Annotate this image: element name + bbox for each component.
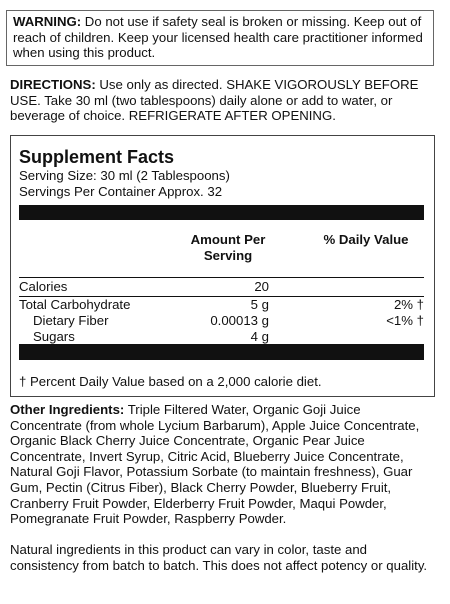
nutrient-dv: <1% † [386, 313, 424, 328]
servings-per-container: Servings Per Container Approx. 32 [19, 183, 223, 199]
other-ingredients-text: Triple Filtered Water, Organic Goji Juice Concentrate (from whole Lycium Barbarum), Apple Juice Concentrate, Organic Black Cherry Juice Concentrate, Organic Pear Juice Concentrate, Invert Syrup, Citric Acid, Blueberry Juice Concentrate, Natural Goji Flavor, Potassium Sorbate (to maintain freshness), Guar Gum, Pectin (Citrus Fiber), Black Cherry Powder, Blueberry Fruit, Cranberry Fruit Powder, Elderberry Fruit Powder, Maqui Powder, Pomegranate Fruit Powder, Raspberry Powder. [10, 402, 420, 527]
nutrient-row-sugars [19, 329, 424, 345]
warning-box [6, 10, 434, 66]
daily-value-header: % Daily Value [323, 232, 409, 247]
daily-value-footnote: † Percent Daily Value based on a 2,000 calorie diet. [19, 374, 322, 389]
directions-paragraph [10, 77, 430, 124]
supplement-facts-panel [10, 135, 435, 397]
nutrient-amount: 20 [254, 279, 269, 294]
nutrient-amount: 4 g [250, 329, 269, 344]
warning-text: Do not use if safety seal is broken or missing. Keep out of reach of children. Keep your licensed health care practitioner informed when using this product. [13, 14, 423, 61]
thick-divider-bar [19, 205, 424, 220]
nutrient-name: Sugars [33, 329, 75, 344]
nutrient-name: Dietary Fiber [33, 313, 109, 328]
nutrient-amount: 0.00013 g [210, 313, 269, 328]
natural-ingredients-note: Natural ingredients in this product can vary in color, taste and consistency from batch to batch. This does not affect potency or quality. [10, 542, 428, 573]
amount-per-serving-header: Amount Per Serving [190, 232, 266, 263]
nutrient-amount: 5 g [250, 297, 269, 312]
facts-title: Supplement Facts [19, 147, 175, 167]
nutrient-name: Calories [19, 279, 68, 294]
serving-info [19, 168, 419, 199]
warning-label: WARNING: [13, 14, 82, 29]
bottom-divider-bar [19, 344, 424, 360]
nutrient-row-dietary-fiber [19, 313, 424, 329]
nutrient-row-calories [19, 279, 424, 295]
nutrient-dv: 2% † [393, 297, 424, 312]
other-ingredients [10, 402, 435, 527]
header-divider [19, 277, 424, 278]
nutrient-name: Total Carbohydrate [19, 297, 131, 312]
directions-text: Use only as directed. SHAKE VIGOROUSLY BEFORE USE. Take 30 ml (two tablespoons) daily alone or add to water, or beverage of choice. REFRIGERATE AFTER OPENING. [10, 77, 419, 124]
directions-label: DIRECTIONS: [10, 77, 96, 92]
other-ingredients-label: Other Ingredients: [10, 402, 125, 417]
nutrient-row-total-carbohydrate [19, 297, 424, 313]
serving-size: Serving Size: 30 ml (2 Tablespoons) [19, 168, 230, 183]
